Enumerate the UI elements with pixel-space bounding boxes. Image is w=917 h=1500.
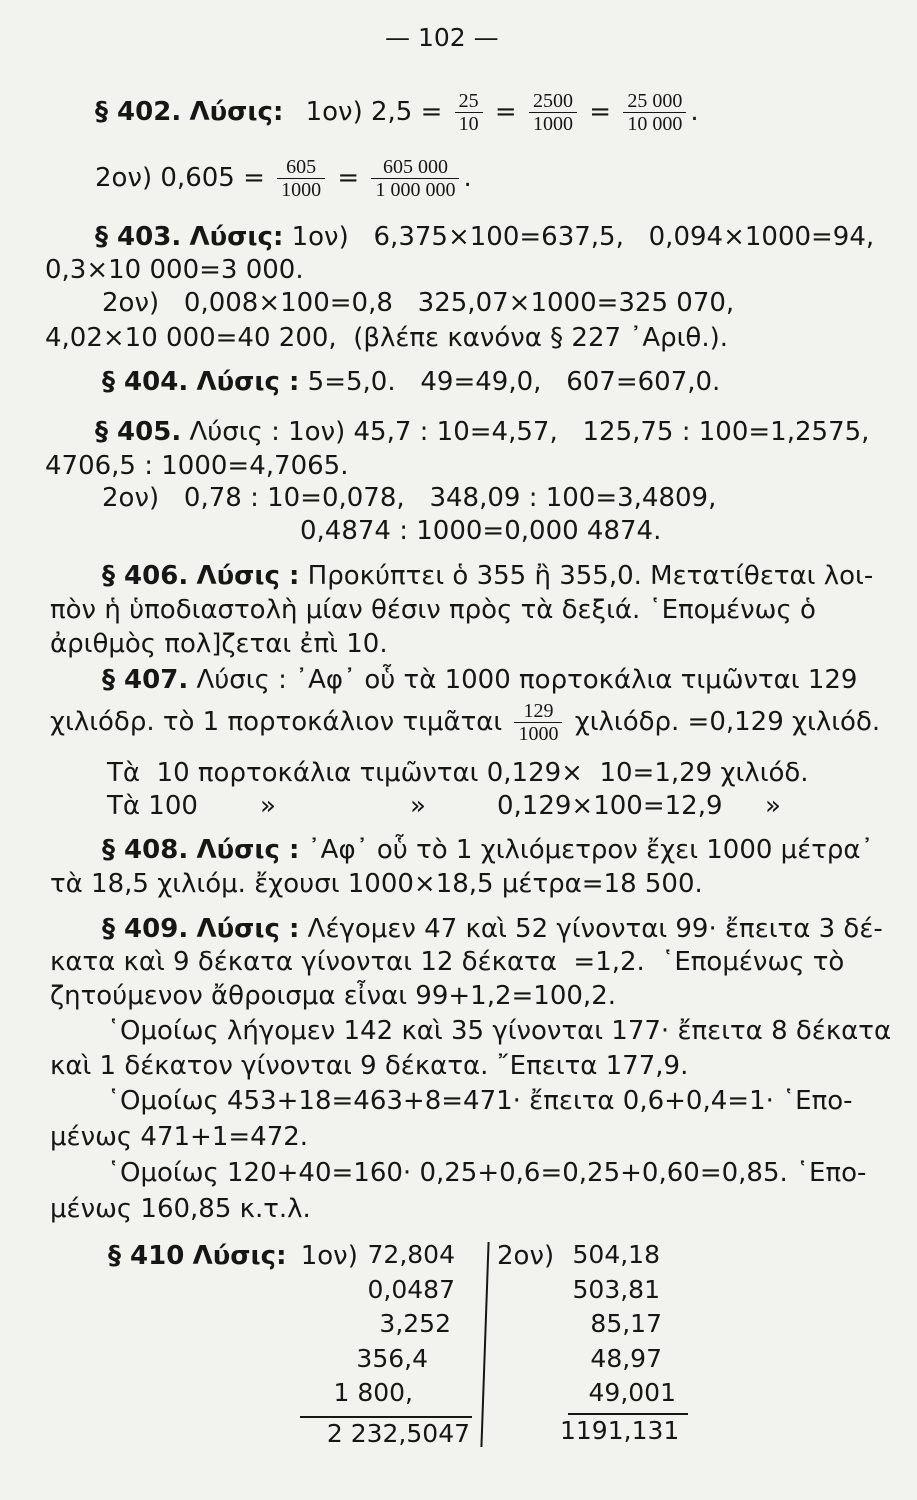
section-407-line2	[50, 696, 880, 748]
addend: 356,4	[356, 1343, 428, 1373]
section-409-line6: ῾Ομοίως 453+18=463+8=471· ἔπειτα 0,6+0,4=1· ῾Επο-	[107, 1086, 853, 1116]
section-406-label: Λύσις :	[196, 561, 300, 591]
section-402-part1: 1ον) 2,5 =	[305, 97, 443, 127]
section-405-line4: 0,4874 : 1000=0,000 4874.	[300, 516, 662, 546]
section-407-text1: ᾿Αφ᾿ οὗ τὰ 1000 πορτοκάλια τιμῶνται 129	[295, 665, 858, 695]
section-407-number: § 407.	[102, 665, 189, 695]
fraction-25000-10000: $\frac{25 000}{10 000}$	[623, 90, 686, 135]
section-409-text1: Λέγομεν 47 καὶ 52 γίνονται 99· ἔπειτα 3 δέ-	[307, 914, 883, 944]
section-409-label: Λύσις :	[196, 914, 300, 944]
section-406-text1: Προκύπτει ὁ 355 ἢ 355,0. Μετατίθεται λοι-	[307, 561, 874, 591]
section-410-number: § 410	[108, 1241, 185, 1271]
addition-column-1	[290, 1238, 455, 1411]
section-409-line4: ῾Ομοίως λήγομεν 142 καὶ 35 γίνονται 177· ἔπειτα 8 δέκατα	[107, 1016, 892, 1046]
section-407-line4	[107, 790, 781, 822]
section-408-number: § 408.	[102, 835, 189, 865]
ditto-mark-2: »	[410, 791, 426, 821]
section-407-line1	[102, 664, 857, 696]
addend: 504,18	[572, 1240, 660, 1269]
fraction-25-10: $\frac{25}{10}$	[455, 90, 483, 135]
section-408-text1: ᾿Αφ᾿ οὗ τὸ 1 χιλιόμετρον ἔχει 1000 μέτρα᾿	[307, 835, 874, 865]
section-403-line2: 0,3×10 000=3 000.	[45, 255, 304, 285]
section-406-line1	[102, 560, 873, 592]
section-403-line4: 4,02×10 000=40 200, (βλέπε κανόνα § 227 ᾿Αριθ.).	[45, 323, 728, 353]
section-405-line2: 4706,5 : 1000=4,7065.	[45, 451, 349, 481]
section-407-text4a: Τὰ 100	[107, 791, 198, 821]
section-402-number: § 402.	[95, 97, 182, 127]
section-407-label: Λύσις :	[196, 665, 287, 695]
section-407-line3: Τὰ 10 πορτοκάλια τιμῶνται 0,129× 10=1,29 χιλιόδ.	[107, 758, 809, 788]
section-404-number: § 404.	[102, 367, 189, 397]
section-409-line8: ῾Ομοίως 120+40=160· 0,25+0,6=0,25+0,60=0,85. ῾Επο-	[107, 1158, 867, 1188]
fraction-605000-1000000: $\frac{605 000}{1 000 000}$	[371, 156, 459, 201]
fraction-2500-1000: $\frac{2500}{1000}$	[529, 90, 577, 135]
addend: 3,252	[379, 1309, 451, 1338]
addend: 1 800,	[333, 1378, 413, 1407]
section-409-line7: μένως 471+1=472.	[50, 1122, 309, 1152]
page-number: — 102 —	[385, 23, 499, 52]
section-409-line5: καὶ 1 δέκατον γίνονται 9 δέκατα. ῎Επειτα 177,9.	[50, 1051, 689, 1081]
fraction-129-1000: $\frac{129}{1000}$	[514, 700, 562, 745]
section-409-line9: μένως 160,85 κ.τ.λ.	[50, 1194, 311, 1224]
section-404-text: 5=5,0. 49=49,0, 607=607,0.	[307, 367, 721, 397]
section-409-line2: κατα καὶ 9 δέκατα γίνονται 12 δέκατα =1,2. ῾Επομένως τὸ	[50, 947, 845, 977]
column-separator	[480, 1242, 489, 1447]
section-405-text1: 1ον) 45,7 : 10=4,57, 125,75 : 100=1,2575,	[288, 417, 870, 447]
section-407-text2b: χιλιόδρ. =0,129 χιλιόδ.	[574, 707, 881, 737]
section-404-label: Λύσις :	[196, 367, 300, 397]
section-409-line1	[102, 913, 883, 945]
section-410-part1: 1ον)	[300, 1241, 358, 1271]
ditto-mark-3: »	[765, 791, 781, 821]
section-408-line1	[102, 834, 874, 866]
addend: 85,17	[590, 1309, 662, 1338]
section-409-line3: ζητούμενον ἄθροισμα εἶναι 99+1,2=100,2.	[50, 981, 616, 1011]
section-410-label: Λύσις:	[192, 1241, 287, 1271]
section-408-line2: τὰ 18,5 χιλιόμ. ἔχουσι 1000×18,5 μέτρα=18 500.	[50, 869, 703, 899]
section-402-label: Λύσις:	[189, 97, 284, 127]
section-403-line3: 2ον) 0,008×100=0,8 325,07×1000=325 070,	[102, 288, 735, 318]
section-402-line2: 2ον) 0,605 = $\frac{605}{1000}$ = $\frac{605 000}{1 000 000}$ .	[95, 156, 472, 201]
section-409-number: § 409.	[102, 914, 189, 944]
fraction-605-1000: $\frac{605}{1000}$	[277, 156, 325, 201]
addend: 49,001	[588, 1378, 676, 1407]
addition-column-2	[540, 1238, 676, 1411]
sum-result-2: 1191,131	[560, 1416, 680, 1445]
section-403-number: § 403.	[95, 222, 182, 252]
section-406-line2: πὸν ἡ ὑποδιαστολὴ μίαν θέσιν πρὸς τὰ δεξιά. ῾Επομένως ὁ	[50, 595, 816, 625]
section-405-line3: 2ον) 0,78 : 10=0,078, 348,09 : 100=3,4809,	[102, 483, 717, 513]
section-402-line1: § 402. Λύσις: 1ον) 2,5 = $\frac{25}{10}$ = $\frac{2500}{1000}$ = $\frac{25 000}{10 000}$ .	[95, 90, 699, 135]
section-403-label: Λύσις:	[189, 222, 284, 252]
ditto-mark-1: »	[260, 791, 276, 821]
addend: 72,804	[367, 1240, 455, 1269]
section-404-line1	[102, 366, 720, 398]
section-407-text2a: χιλιόδρ. τὸ 1 πορτοκάλιον τιμᾶται	[50, 707, 503, 737]
section-408-label: Λύσις :	[196, 835, 300, 865]
section-402-part2: 2ον) 0,605 =	[95, 163, 265, 193]
sum-result-1: 2 232,5047	[326, 1419, 470, 1448]
section-406-line3: ἀριθμὸς πολ]ζεται ἐπὶ 10.	[50, 629, 388, 659]
section-406-number: § 406.	[102, 561, 189, 591]
addend: 48,97	[590, 1343, 662, 1373]
section-407-text4d: 0,129×100=12,9	[497, 791, 723, 821]
addend: 0,0487	[367, 1274, 455, 1304]
section-405-line1	[95, 416, 869, 448]
section-403-text1: 1ον) 6,375×100=637,5, 0,094×1000=94,	[291, 222, 875, 252]
section-410-part2: 2ον)	[497, 1241, 555, 1271]
section-403-line1	[95, 221, 874, 253]
addend: 503,81	[572, 1274, 660, 1304]
section-405-number: § 405.	[95, 417, 182, 447]
section-405-label: Λύσις :	[189, 417, 280, 447]
